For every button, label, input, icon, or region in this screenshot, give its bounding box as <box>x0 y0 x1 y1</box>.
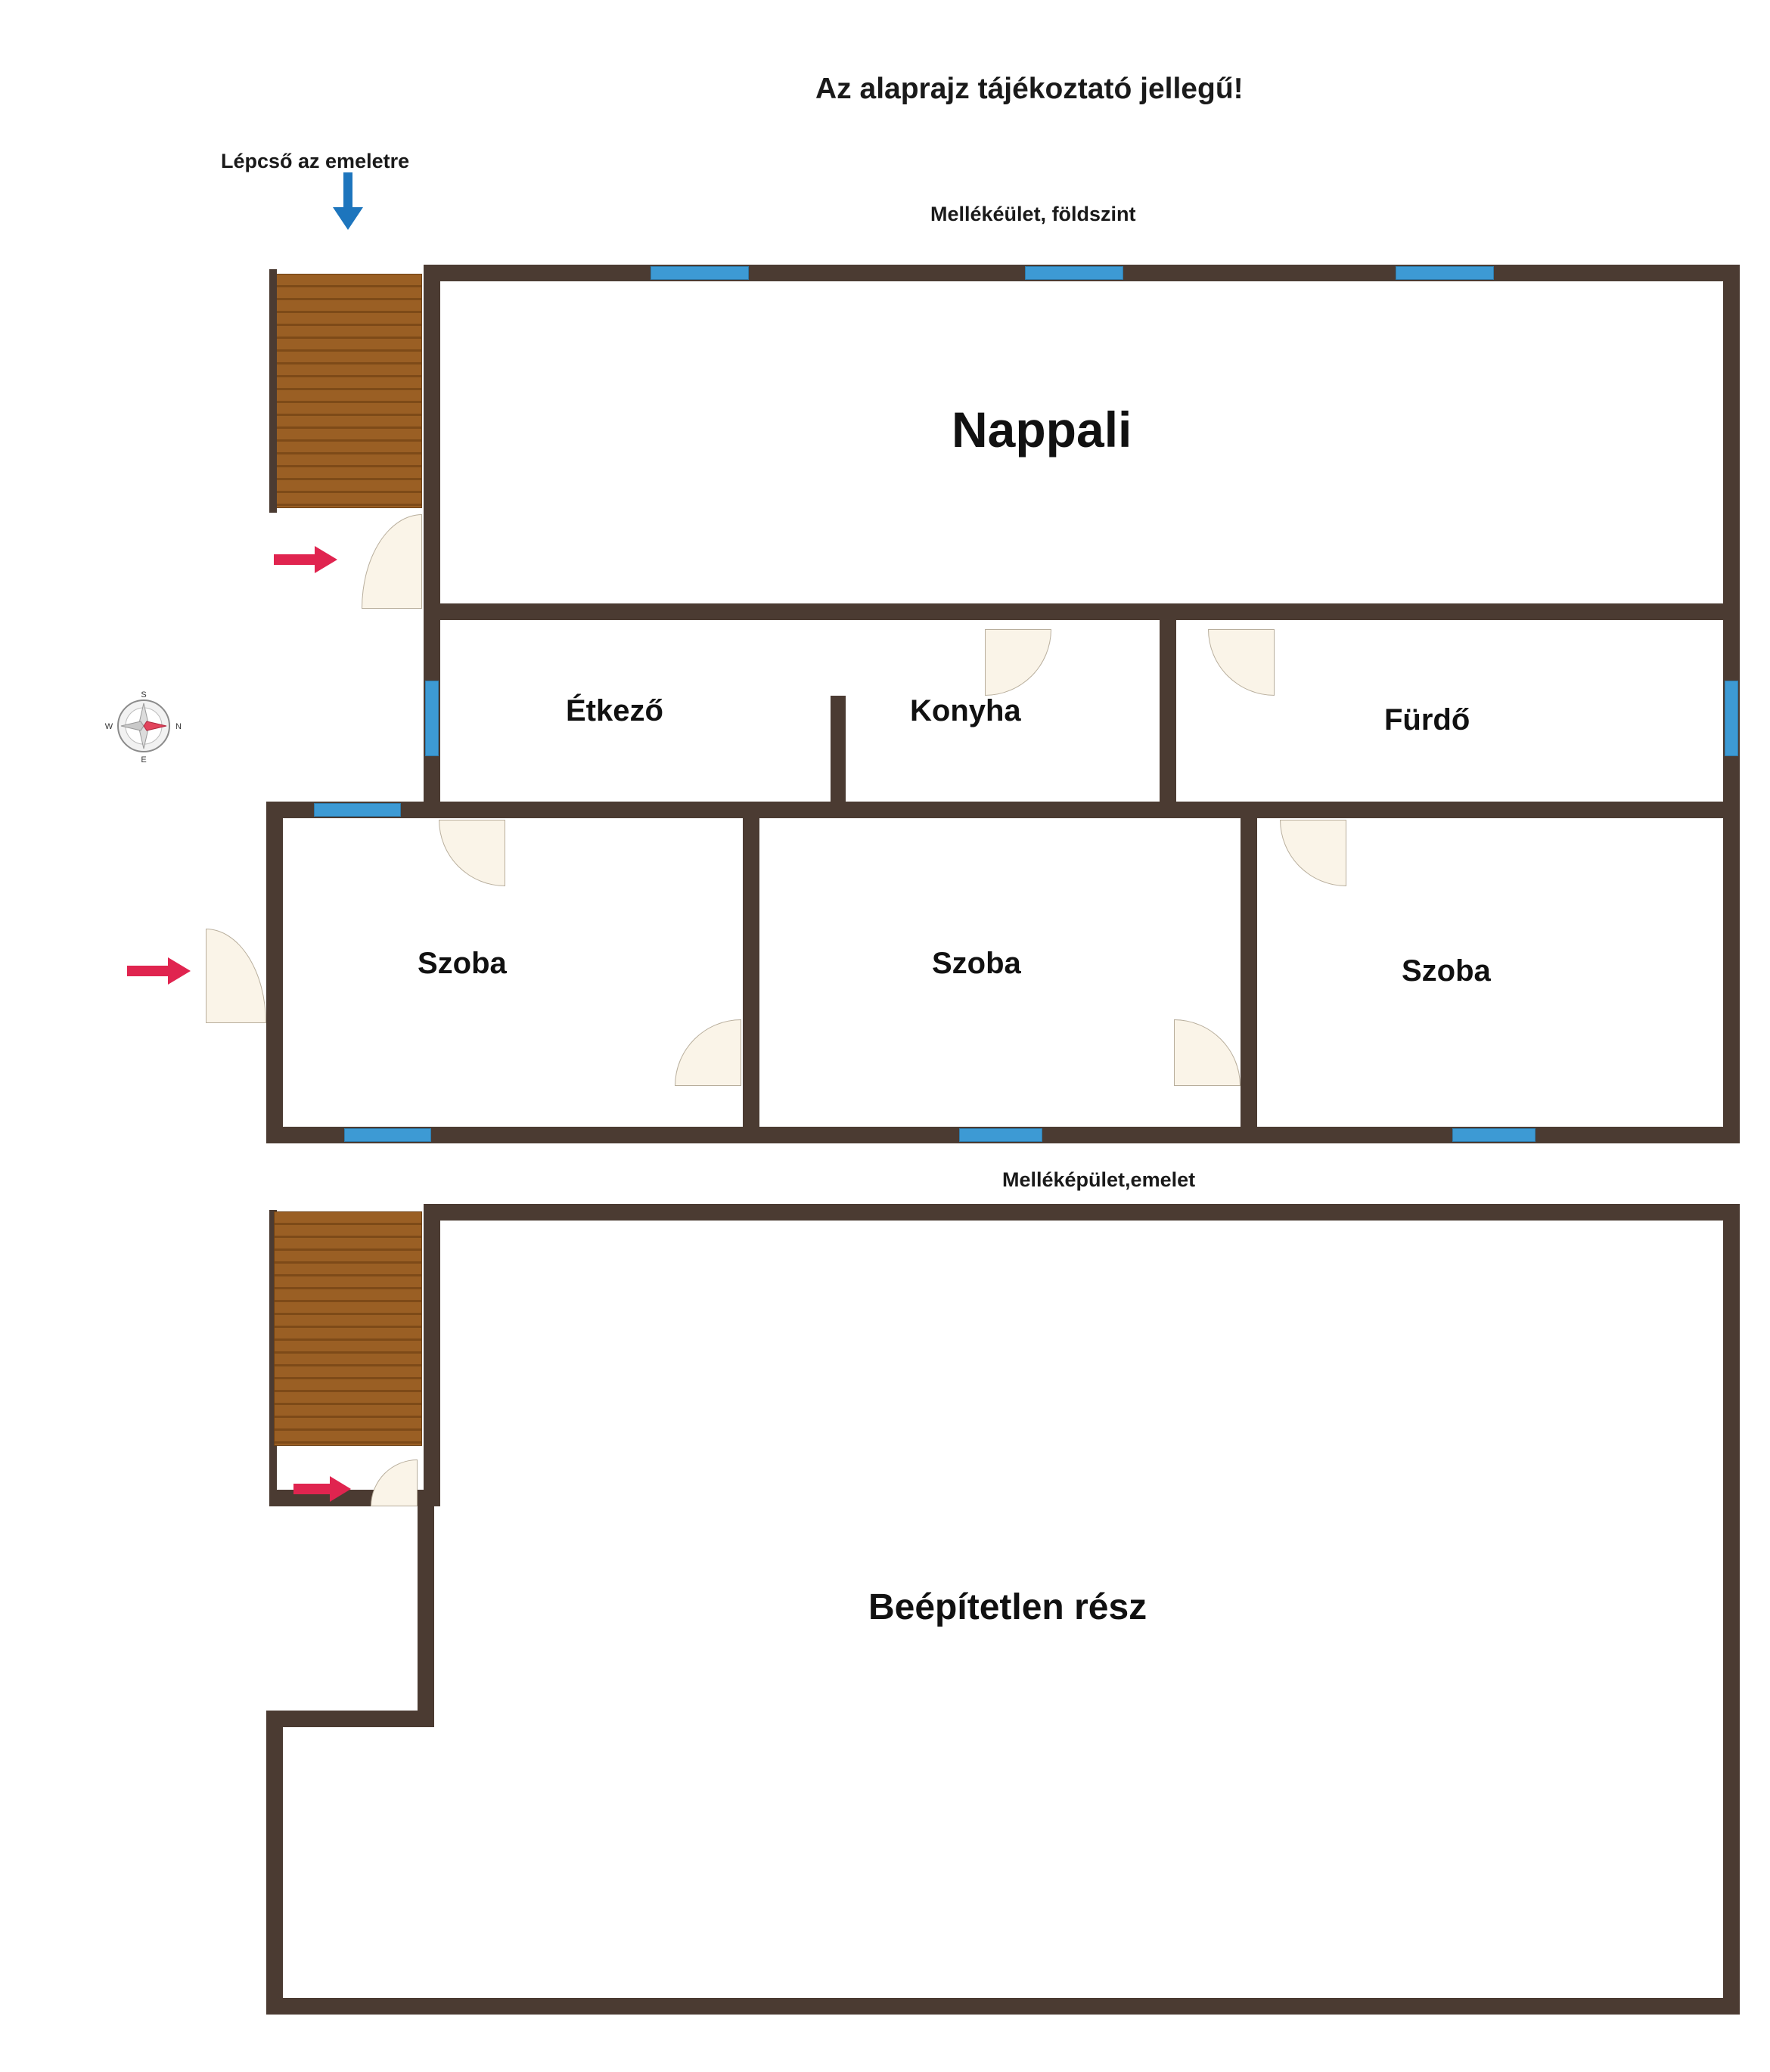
stairs-note-label: Lépcső az emeletre <box>221 150 410 172</box>
upper-floor-title: Melléképület,emelet <box>1002 1168 1196 1191</box>
ground-floor-title: Mellékéület, földszint <box>930 203 1136 225</box>
room-label-szoba-2: Szoba <box>932 947 1021 980</box>
svg-text:N: N <box>175 722 182 731</box>
door-szoba1-right <box>675 1019 741 1086</box>
wall-szoba-band-right <box>1723 802 1740 1143</box>
wall-upper-bottom <box>266 1998 1740 2015</box>
window-etkezo-west <box>425 681 439 756</box>
window-szoba3-bottom <box>1452 1128 1536 1142</box>
stairs-upper <box>274 1211 422 1446</box>
door-upper-hall <box>371 1459 418 1506</box>
wall-szoba2-szoba3-divider <box>1241 818 1257 1143</box>
svg-text:E: E <box>141 755 147 765</box>
wall-upper-notch-horizontal <box>266 1711 434 1727</box>
wall-upper-top <box>424 1204 1740 1221</box>
door-szoba3-top <box>1280 820 1346 886</box>
room-label-beepitetlen: Beépítetlen rész <box>868 1587 1147 1627</box>
room-label-nappali: Nappali <box>952 402 1132 458</box>
room-label-szoba-1: Szoba <box>418 947 507 980</box>
window-nappali-1 <box>651 266 749 280</box>
room-label-furdo: Fürdő <box>1384 703 1470 737</box>
svg-text:S: S <box>141 690 147 699</box>
page-title: Az alaprajz tájékoztató jellegű! <box>815 73 1244 105</box>
wall-etkezo-konyha-stub <box>831 696 846 803</box>
room-label-etkezo: Étkező <box>566 694 663 727</box>
wall-nappali-bottom <box>424 603 1740 620</box>
window-nappali-2 <box>1025 266 1123 280</box>
door-szoba1-entry <box>206 929 266 1023</box>
wall-stairs-left <box>269 269 277 513</box>
window-furdo-east <box>1725 681 1738 756</box>
entry-arrow-upper-icon <box>293 1473 352 1505</box>
wall-konyha-furdo-divider <box>1160 620 1176 818</box>
wall-upper-right <box>1723 1204 1740 2015</box>
wall-nappali-left <box>424 265 440 620</box>
wall-upper-hall-top-left <box>424 1204 440 1506</box>
window-nappali-3 <box>1396 266 1494 280</box>
stairs-ground <box>274 274 422 508</box>
room-label-szoba-3: Szoba <box>1402 954 1491 988</box>
wall-midband-bottom <box>266 802 1740 818</box>
svg-text:W: W <box>104 722 113 731</box>
wall-upper-left-middle <box>418 1497 434 1720</box>
door-szoba2-right <box>1174 1019 1241 1086</box>
window-szoba2-bottom <box>959 1128 1042 1142</box>
wall-szoba-band-left <box>266 802 283 1143</box>
room-label-konyha: Konyha <box>910 694 1021 727</box>
door-szoba1-top <box>439 820 505 886</box>
window-szoba1-top <box>314 803 401 817</box>
entry-arrow-nappali-icon <box>274 543 339 576</box>
door-furdo <box>1208 629 1275 696</box>
wall-upper-left-lower <box>266 1711 283 2015</box>
stairs-direction-arrow-icon <box>327 172 369 233</box>
door-nappali-entry <box>362 514 422 609</box>
entry-arrow-szoba1-icon <box>127 954 192 988</box>
compass-rose-icon <box>98 681 189 771</box>
door-konyha <box>985 629 1051 696</box>
wall-szoba1-szoba2-divider <box>743 818 759 1143</box>
window-szoba1-bottom <box>344 1128 431 1142</box>
